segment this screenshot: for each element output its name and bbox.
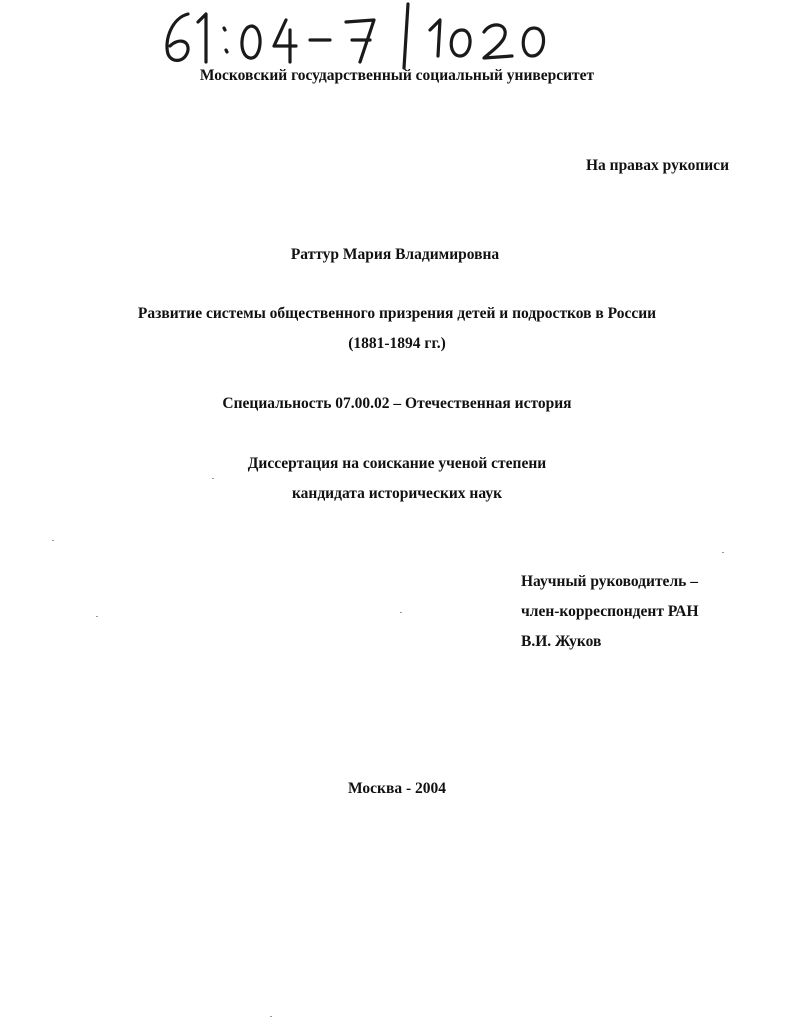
author-name: Раттур Мария Владимировна: [290, 246, 500, 263]
place-and-year: Москва - 2004: [347, 780, 447, 797]
scan-speck: [722, 552, 724, 553]
supervisor-name: В.И. Жуков: [521, 633, 602, 650]
scan-speck: [400, 612, 402, 613]
dissertation-title-line1: Развитие системы общественного призрения детей и подростков в России: [137, 305, 657, 322]
scan-speck: [52, 540, 54, 541]
dissertation-title-line2: (1881-1894 гг.): [348, 335, 446, 352]
handwritten-catalog-drawing: [150, 0, 570, 70]
scan-speck: [212, 478, 214, 479]
supervisor-line1: Научный руководитель –: [521, 573, 698, 590]
degree-line1: Диссертация на соискание ученой степени: [247, 455, 547, 472]
degree-line2: кандидата исторических наук: [291, 485, 503, 502]
scan-speck: [270, 1016, 272, 1017]
university-name: Московский государственный социальный университет: [199, 67, 595, 84]
manuscript-rights-note: На правах рукописи: [585, 157, 729, 174]
supervisor-line2: член-корреспондент РАН: [521, 603, 699, 620]
scan-speck: [96, 616, 98, 617]
handwritten-catalog-number: [150, 0, 570, 70]
specialty: Специальность 07.00.02 – Отечественная история: [222, 395, 572, 412]
